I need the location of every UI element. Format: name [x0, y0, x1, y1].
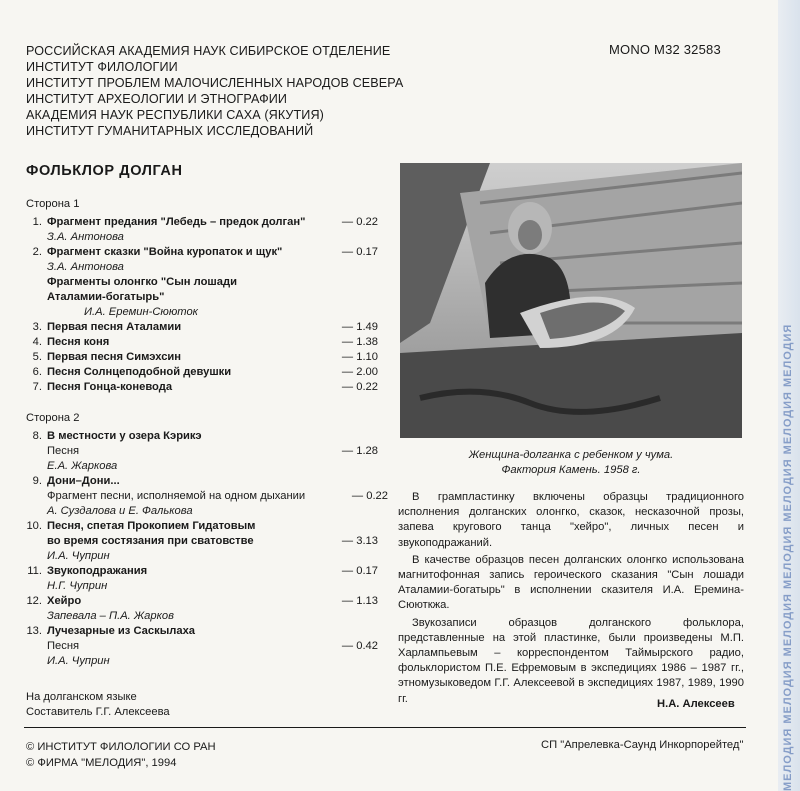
track-duration: — 1.10 — [341, 351, 378, 363]
divider — [24, 727, 746, 728]
track-title: Песня коня — [47, 336, 110, 348]
track-title: Первая песня Симэхсин — [47, 351, 182, 363]
track-duration: — 1.13 — [341, 595, 378, 607]
track-duration: — 0.22 — [341, 381, 378, 393]
description-paragraph: В грампластинку включены образцы традиционного исполнения долганских олонгко, сказок, несказочной прозы, запева кругового танца "хейро", личных песен и звукоподражаний. — [398, 491, 744, 549]
track-performer: И.А. Чуприн — [47, 550, 110, 562]
track-number: 8. — [32, 430, 42, 442]
track-number: 12. — [26, 595, 42, 607]
track-duration: — 0.22 — [351, 490, 388, 502]
track-subtitle: Песня — [47, 445, 80, 457]
track-title: В местности у озера Кэрикэ — [47, 430, 202, 442]
track-3 — [26, 320, 392, 335]
side-two-label: Сторона 2 — [26, 412, 80, 424]
track-title: Песня, спетая Прокопием Гидатовым — [47, 520, 256, 532]
track-performer: И.А. Еремин-Сююток — [84, 306, 198, 318]
track-10 — [26, 519, 392, 564]
track-title-continued: во время состязания при сватовстве — [47, 535, 254, 547]
track-number: 3. — [32, 321, 42, 333]
copyright-line: © ФИРМА "МЕЛОДИЯ", 1994 — [26, 757, 177, 769]
archival-photo — [400, 163, 742, 438]
track-title: Дони–Дони... — [47, 475, 120, 487]
album-description — [398, 490, 744, 709]
spine-edge — [778, 0, 800, 791]
track-duration: — 0.42 — [341, 640, 378, 652]
track-number: 5. — [32, 351, 42, 363]
track-title: Песня Солнцеподобной девушки — [47, 366, 232, 378]
track-number: 9. — [32, 475, 42, 487]
track-duration: — 1.49 — [341, 321, 378, 333]
olongkho-fragments — [26, 275, 392, 320]
caption-line: Женщина-долганка с ребенком у чума. — [468, 449, 674, 461]
track-4 — [26, 335, 392, 350]
group-title-continued: Аталамии-богатырь" — [47, 291, 165, 303]
track-2 — [26, 245, 392, 275]
record-label: СП "Апрелевка-Саунд Инкорпорейтед" — [541, 739, 744, 751]
track-number: 7. — [32, 381, 42, 393]
institution-line: РОССИЙСКАЯ АКАДЕМИЯ НАУК СИБИРСКОЕ ОТДЕЛЕНИЕ — [26, 44, 391, 58]
track-title: Лучезарные из Саскылаха — [47, 625, 196, 637]
track-13 — [26, 624, 392, 669]
track-8 — [26, 429, 392, 474]
track-performer: Е.А. Жаркова — [47, 460, 118, 472]
track-number: 6. — [32, 366, 42, 378]
track-duration: — 0.22 — [341, 216, 378, 228]
track-12 — [26, 594, 392, 624]
language-note: На долганском языке — [26, 691, 137, 703]
track-number: 4. — [32, 336, 42, 348]
track-subtitle: Фрагмент песни, исполняемой на одном дыхании — [47, 490, 306, 502]
track-title: Фрагмент сказки "Война куропаток и щук" — [47, 246, 283, 258]
institution-line: ИНСТИТУТ АРХЕОЛОГИИ И ЭТНОГРАФИИ — [26, 92, 288, 106]
album-title: ФОЛЬКЛОР ДОЛГАН — [26, 163, 183, 179]
track-number: 10. — [26, 520, 42, 532]
track-performer: З.А. Антонова — [47, 231, 124, 243]
track-title: Первая песня Аталамии — [47, 321, 182, 333]
track-list — [26, 197, 392, 669]
institutions-block — [26, 43, 403, 139]
track-5 — [26, 350, 392, 365]
track-number: 1. — [32, 216, 42, 228]
author-signature: Н.А. Алексеев — [657, 698, 735, 710]
track-duration: — 2.00 — [341, 366, 378, 378]
institution-line: ИНСТИТУТ ПРОБЛЕМ МАЛОЧИСЛЕННЫХ НАРОДОВ СЕВЕРА — [26, 76, 404, 90]
copyright-line: © ИНСТИТУТ ФИЛОЛОГИИ СО РАН — [26, 741, 216, 753]
track-number: 2. — [32, 246, 42, 258]
track-duration: — 0.17 — [341, 246, 378, 258]
track-11 — [26, 564, 392, 594]
track-number: 11. — [27, 565, 42, 577]
institution-line: ИНСТИТУТ ФИЛОЛОГИИ — [26, 60, 178, 74]
track-performer: Н.Г. Чуприн — [47, 580, 108, 592]
track-title: Фрагмент предания "Лебедь – предок долган" — [47, 216, 306, 228]
track-duration: — 1.38 — [341, 336, 378, 348]
track-performer: Запевала – П.А. Жарков — [47, 610, 174, 622]
track-performer: А. Суздалова и Е. Фалькова — [47, 505, 193, 517]
track-number: 13. — [26, 625, 42, 637]
track-title: Песня Гонца-коневода — [47, 381, 173, 393]
institution-line: ИНСТИТУТ ГУМАНИТАРНЫХ ИССЛЕДОВАНИЙ — [26, 124, 314, 138]
compiler-note: Составитель Г.Г. Алексеева — [26, 706, 170, 718]
track-performer: И.А. Чуприн — [47, 655, 110, 667]
track-duration: — 3.13 — [341, 535, 378, 547]
track-7 — [26, 380, 392, 395]
track-title: Хейро — [47, 595, 82, 607]
spine-text: МЕЛОДИЯ МЕЛОДИЯ МЕЛОДИЯ МЕЛОДИЯ МЕЛОДИЯ МЕЛОДИЯ МЕЛОДИЯ — [782, 323, 794, 791]
track-9 — [26, 474, 392, 519]
description-paragraph: Звукозаписи образцов долганского фольклора, представленные на этой пластинке, были произведены М.П. Харлампьевым – корреспондентом Таймырского радио, фольклористом П.Е. Ефремовым в экспедициях 1986 – 1987 гг., этномузыковедом Г.Г. Алексеевой в экспедициях 1987, 1989, 1990 гг. — [398, 616, 744, 705]
photo-caption — [400, 448, 742, 478]
track-duration: — 0.17 — [341, 565, 378, 577]
track-title: Звукоподражания — [47, 565, 148, 577]
description-paragraph: В качестве образцов песен долганских олонгко использована магнитофонная запись героического сказания "Сын лошади Аталамии-богатырь" в исполнении сказителя И.А. Еремина-Сююткжа. — [398, 553, 744, 612]
caption-line: Фактория Камень. 1958 г. — [501, 464, 641, 476]
group-title: Фрагменты олонгко "Сын лошади — [47, 276, 237, 288]
institution-line: АКАДЕМИЯ НАУК РЕСПУБЛИКИ САХА (ЯКУТИЯ) — [26, 108, 324, 122]
track-subtitle: Песня — [47, 640, 80, 652]
catalog-number: MONO M32 32583 — [609, 42, 721, 57]
copyright-block — [26, 739, 216, 771]
side-one-label: Сторона 1 — [26, 198, 80, 210]
track-performer: З.А. Антонова — [47, 261, 124, 273]
photo-illustration — [400, 163, 742, 438]
track-6 — [26, 365, 392, 380]
track-duration: — 1.28 — [341, 445, 378, 457]
release-notes — [26, 690, 170, 720]
track-1 — [26, 215, 392, 245]
